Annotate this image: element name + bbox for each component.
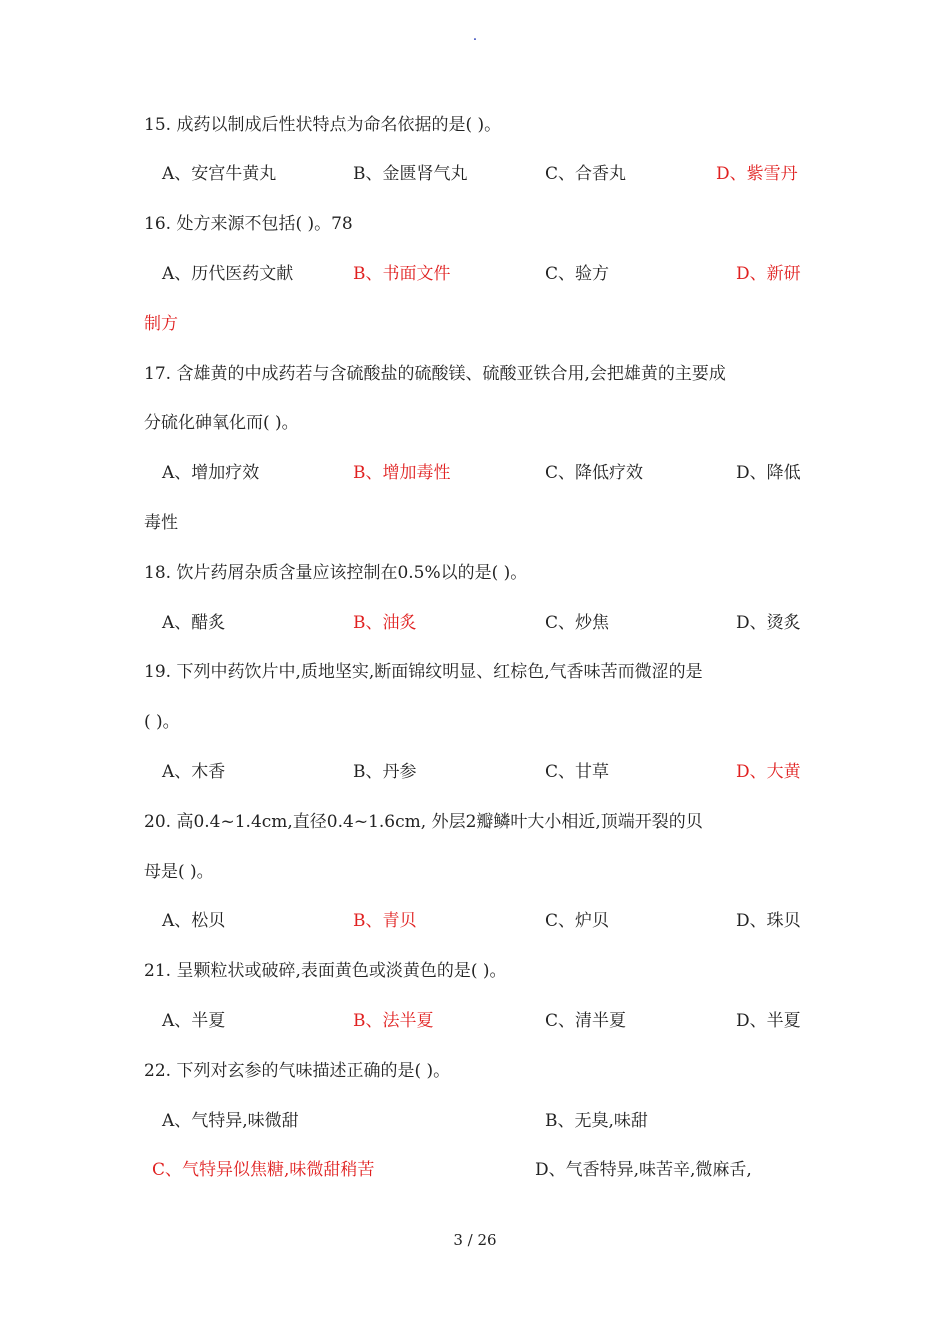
question-17-stem: 17. 含雄黄的中成药若与含硫酸盐的硫酸镁、硫酸亚铁合用,会把雄黄的主要成 — [144, 364, 726, 384]
option-a: A、半夏 — [162, 1011, 226, 1031]
option-d: D、气香特异,味苦辛,微麻舌, — [535, 1160, 752, 1180]
question-20-stem-cont: 母是( )。 — [144, 862, 214, 882]
question-18-stem: 18. 饮片药屑杂质含量应该控制在0.5%以的是( )。 — [144, 563, 528, 583]
option-b-answer: B、油炙 — [353, 613, 417, 633]
option-a: A、松贝 — [162, 911, 226, 931]
option-c-answer: C、气特异似焦糖,味微甜稍苦 — [152, 1160, 375, 1180]
option-c: C、炉贝 — [545, 911, 610, 931]
option-d: D、半夏 — [736, 1011, 801, 1031]
option-b-answer: B、书面文件 — [353, 264, 451, 284]
option-d: D、降低 — [736, 463, 801, 483]
question-21-stem: 21. 呈颗粒状或破碎,表面黄色或淡黄色的是( )。 — [144, 961, 507, 981]
option-b: B、无臭,味甜 — [545, 1111, 648, 1131]
option-a: A、增加疗效 — [162, 463, 260, 483]
option-c: C、验方 — [545, 264, 610, 284]
header-mark: . — [472, 28, 478, 44]
option-d-answer: D、紫雪丹 — [716, 164, 798, 184]
question-15-stem: 15. 成药以制成后性状特点为命名依据的是( )。 — [144, 115, 502, 135]
option-a: A、历代医药文献 — [162, 264, 294, 284]
option-d-continuation: 制方 — [144, 314, 178, 334]
question-19-stem-cont: ( )。 — [144, 712, 180, 732]
question-19-stem: 19. 下列中药饮片中,质地坚实,断面锦纹明显、红棕色,气香味苦而微涩的是 — [144, 662, 703, 682]
option-c: C、炒焦 — [545, 613, 610, 633]
option-c: C、降低疗效 — [545, 463, 644, 483]
option-b-answer: B、青贝 — [353, 911, 417, 931]
option-c: C、清半夏 — [545, 1011, 627, 1031]
option-a: A、气特异,味微甜 — [162, 1111, 299, 1131]
option-d-answer: D、大黄 — [736, 762, 801, 782]
option-a: A、安宫牛黄丸 — [162, 164, 277, 184]
question-17-stem-cont: 分硫化砷氧化而( )。 — [144, 413, 299, 433]
option-d: D、烫炙 — [736, 613, 801, 633]
option-b-answer: B、法半夏 — [353, 1011, 434, 1031]
option-a: A、醋炙 — [162, 613, 226, 633]
option-c: C、合香丸 — [545, 164, 627, 184]
option-b-answer: B、增加毒性 — [353, 463, 451, 483]
option-d: D、珠贝 — [736, 911, 801, 931]
option-a: A、木香 — [162, 762, 226, 782]
option-d-continuation: 毒性 — [144, 513, 178, 533]
question-16-stem: 16. 处方来源不包括( )。78 — [144, 214, 353, 234]
option-b: B、金匮肾气丸 — [353, 164, 468, 184]
option-b: B、丹参 — [353, 762, 417, 782]
option-c: C、甘草 — [545, 762, 610, 782]
option-d-answer: D、新研 — [736, 264, 801, 284]
question-20-stem: 20. 高0.4~1.4cm,直径0.4~1.6cm, 外层2瓣鳞叶大小相近,顶端开裂的贝 — [144, 812, 703, 832]
page-number: 3 / 26 — [453, 1231, 497, 1249]
question-22-stem: 22. 下列对玄参的气味描述正确的是( )。 — [144, 1061, 451, 1081]
